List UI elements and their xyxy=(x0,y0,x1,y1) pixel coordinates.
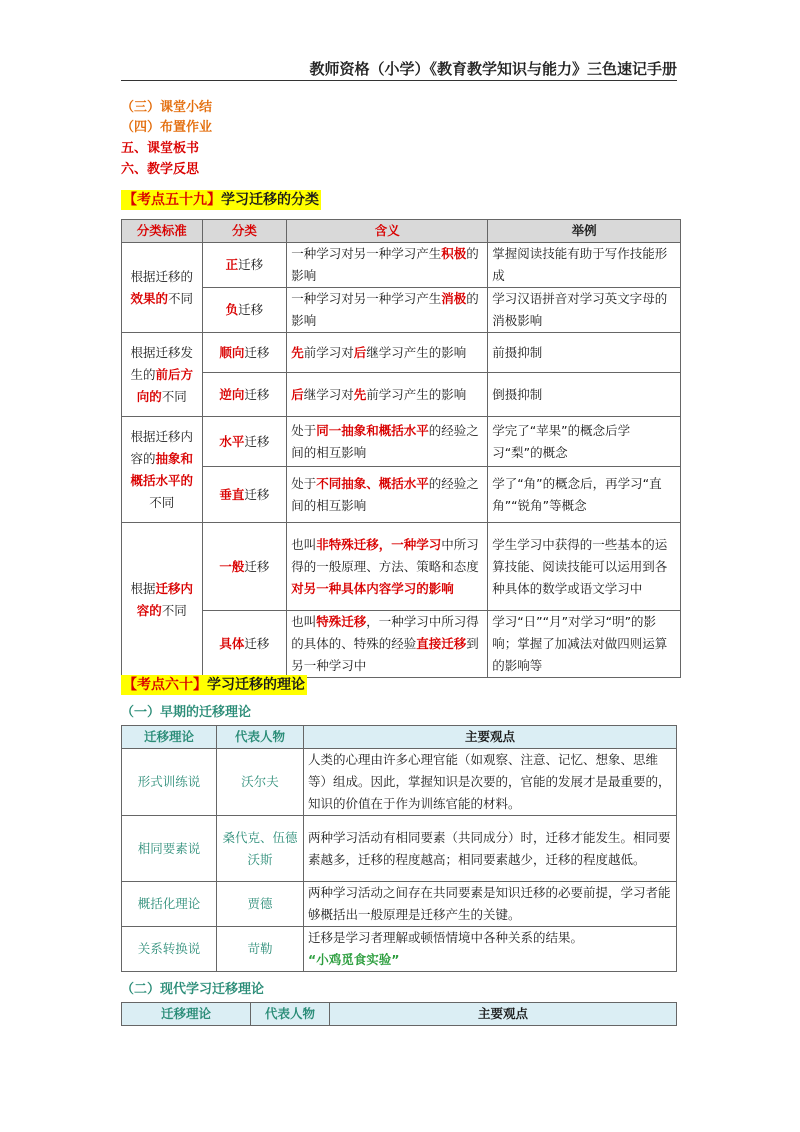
meaning-cell: 后继学习对先前学习产生的影响 xyxy=(287,373,488,417)
type-cell: 具体迁移 xyxy=(202,611,287,678)
example-cell: 学习“日”“月”对学习“明”的影响；掌握了加减法对做四则运算的影响等 xyxy=(488,611,681,678)
theory-cell: 形式训练说 xyxy=(122,749,217,816)
meaning-cell: 一种学习对另一种学习产生消极的影响 xyxy=(287,288,488,333)
modern-heading: （二）现代学习迁移理论 xyxy=(121,982,265,997)
person-cell: 桑代克、伍德沃斯 xyxy=(217,816,304,882)
kp59-title: 学习迁移的分类 xyxy=(221,192,319,208)
col-header: 代表人物 xyxy=(251,1003,330,1026)
example-cell: 倒摄抑制 xyxy=(488,373,681,417)
outline-item: 六、教学反思 xyxy=(121,162,200,177)
meaning-cell: 也叫非特殊迁移，一种学习中所习得的一般原理、方法、策略和态度对另一种具体内容学习的影响 xyxy=(287,523,488,611)
kp60-title: 学习迁移的理论 xyxy=(207,677,305,693)
meaning-cell: 处于同一抽象和概括水平的经验之间的相互影响 xyxy=(287,417,488,467)
outline-item: 五、课堂板书 xyxy=(121,141,200,156)
example-cell: 掌握阅读技能有助于写作技能形成 xyxy=(488,243,681,288)
view-cell: 迁移是学习者理解或顿悟情境中各种关系的结果。 “小鸡觅食实验” xyxy=(304,927,677,972)
type-cell: 顺向迁移 xyxy=(202,333,287,373)
kp60-label: 【考点六十】 xyxy=(123,677,207,693)
col-header: 含义 xyxy=(287,220,488,243)
example-cell: 前摄抑制 xyxy=(488,333,681,373)
col-header: 迁移理论 xyxy=(122,1003,251,1026)
person-cell: 沃尔夫 xyxy=(217,749,304,816)
header-rule xyxy=(121,80,677,81)
kp59-heading xyxy=(121,190,321,210)
std-cell: 根据迁移的效果的不同 xyxy=(122,243,203,333)
meaning-cell: 先前学习对后继学习产生的影响 xyxy=(287,333,488,373)
meaning-cell: 一种学习对另一种学习产生积极的影响 xyxy=(287,243,488,288)
type-cell: 水平迁移 xyxy=(202,417,287,467)
col-header: 主要观点 xyxy=(304,726,677,749)
outline-item: （三）课堂小结 xyxy=(121,100,213,115)
type-cell: 逆向迁移 xyxy=(202,373,287,417)
outline-item: （四）布置作业 xyxy=(121,120,213,135)
example-cell: 学完了“苹果”的概念后学习“梨”的概念 xyxy=(488,417,681,467)
col-header: 代表人物 xyxy=(217,726,304,749)
transfer-classification-table xyxy=(121,219,681,678)
page-header: 教师资格（小学）《教育教学知识与能力》三色速记手册 xyxy=(309,60,677,78)
theory-cell: 相同要素说 xyxy=(122,816,217,882)
meaning-cell: 处于不同抽象、概括水平的经验之间的相互影响 xyxy=(287,467,488,523)
theory-cell: 关系转换说 xyxy=(122,927,217,972)
col-header: 迁移理论 xyxy=(122,726,217,749)
view-cell: 两种学习活动有相同要素（共同成分）时，迁移才能发生。相同要素越多，迁移的程度越高；相同要素越少，迁移的程度越低。 xyxy=(304,816,677,882)
std-cell: 根据迁移内容的不同 xyxy=(122,523,203,678)
type-cell: 负迁移 xyxy=(202,288,287,333)
std-cell: 根据迁移发生的前后方向的不同 xyxy=(122,333,203,417)
col-header: 分类 xyxy=(202,220,287,243)
view-cell: 人类的心理由许多心理官能（如观察、注意、记忆、想象、思维等）组成。因此，掌握知识是次要的，官能的发展才是最重要的，知识的价值在于作为训练官能的材料。 xyxy=(304,749,677,816)
kp60-heading xyxy=(121,675,307,695)
example-cell: 学习汉语拼音对学习英文字母的消极影响 xyxy=(488,288,681,333)
type-cell: 垂直迁移 xyxy=(202,467,287,523)
example-cell: 学生学习中获得的一些基本的运算技能、阅读技能可以运用到各种具体的数学或语文学习中 xyxy=(488,523,681,611)
col-header: 举例 xyxy=(488,220,681,243)
view-cell: 两种学习活动之间存在共同要素是知识迁移的必要前提，学习者能够概括出一般原理是迁移产生的关键。 xyxy=(304,882,677,927)
col-header: 主要观点 xyxy=(330,1003,677,1026)
kp59-label: 【考点五十九】 xyxy=(123,192,221,208)
example-cell: 学了“角”的概念后，再学习“直角”“锐角”等概念 xyxy=(488,467,681,523)
type-cell: 一般迁移 xyxy=(202,523,287,611)
modern-theory-table xyxy=(121,1002,677,1026)
type-cell: 正迁移 xyxy=(202,243,287,288)
person-cell: 贾德 xyxy=(217,882,304,927)
early-theory-table xyxy=(121,725,677,972)
std-cell: 根据迁移内容的抽象和概括水平的不同 xyxy=(122,417,203,523)
early-heading: （一）早期的迁移理论 xyxy=(121,705,252,720)
person-cell: 苛勒 xyxy=(217,927,304,972)
theory-cell: 概括化理论 xyxy=(122,882,217,927)
meaning-cell: 也叫特殊迁移，一种学习中所习得的具体的、特殊的经验直接迁移到另一种学习中 xyxy=(287,611,488,678)
col-header: 分类标准 xyxy=(122,220,203,243)
experiment-label: “小鸡觅食实验” xyxy=(308,952,400,967)
